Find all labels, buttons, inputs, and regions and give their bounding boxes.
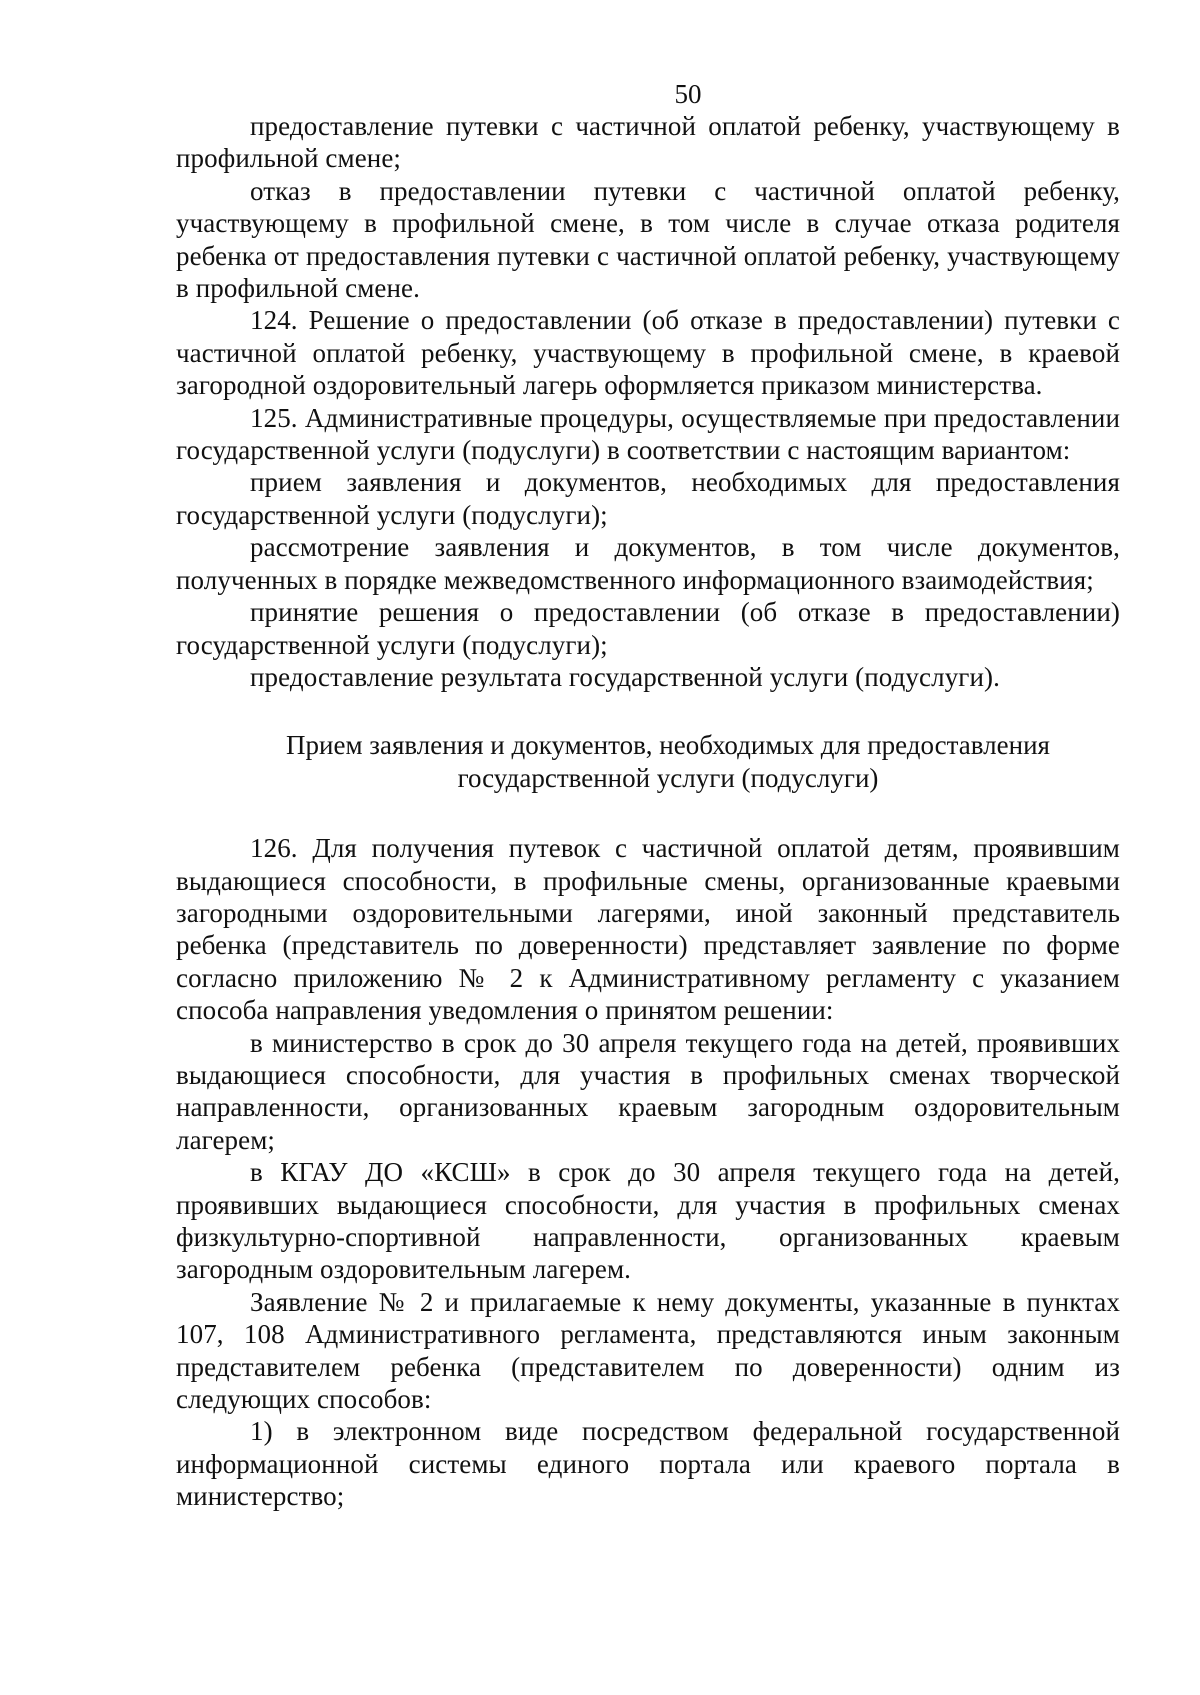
paragraph: 126. Для получения путевок с частичной оплатой детям, проявившим выдающиеся способности, в профильные смены, организованные краевыми загородными оздоровительными лагерями, иной законный представитель ребенка (представитель по доверенности) представляет заявление по форме согласно приложению № 2 к Административному регламенту с указанием способа направления уведомления о принятом решении: [176,833,1120,1026]
paragraph: Заявление № 2 и прилагаемые к нему документы, указанные в пунктах 107, 108 Административного регламента, представляются иным законным представителем ребенка (представителем по доверенности) одним из следующих способов: [176,1286,1120,1415]
paragraph: 1) в электронном виде посредством федеральной государственной информационной системы единого портала или краевого портала в министерство; [176,1416,1120,1512]
paragraph: в министерство в срок до 30 апреля текущего года на детей, проявивших выдающиеся способности, для участия в профильных сменах творческой направленности, организованных краевым загородным оздоровительным лагерем; [176,1027,1120,1155]
paragraph: предоставление результата государственной услуги (подуслуги). [250,661,1000,692]
paragraph: в КГАУ ДО «КСШ» в срок до 30 апреля текущего года на детей, проявивших выдающиеся способности, для участия в профильных сменах физкультурно-спортивной направленности, организованных краевым загородным оздоровительным лагерем. [176,1157,1120,1285]
page-number: 50 [674,79,702,109]
paragraph: предоставление путевки с частичной оплатой ребенку, участвующему в профильной смене; [176,111,1120,174]
paragraph: рассмотрение заявления и документов, в том числе документов, полученных в порядке межведомственного информационного взаимодействия; [176,532,1120,595]
section-heading-line: Прием заявления и документов, необходимых для предоставления [286,730,1050,761]
paragraph: принятие решения о предоставлении (об отказе в предоставлении) государственной услуги (подуслуги); [176,597,1120,660]
paragraph: 124. Решение о предоставлении (об отказе в предоставлении) путевки с частичной оплатой ребенку, участвующему в профильной смене, в краевой загородной оздоровительный лагерь оформляется приказом министерства. [176,305,1120,401]
paragraph: прием заявления и документов, необходимых для предоставления государственной услуги (подуслуги); [176,467,1120,530]
document-page [176,78,1120,1513]
section-heading [216,729,1120,794]
section-heading-line: государственной услуги (подуслуги) [457,762,879,793]
paragraph: отказ в предоставлении путевки с частичной оплатой ребенку, участвующему в профильной смене, в том числе в случае отказа родителя ребенка от предоставления путевки с частичной оплатой ребенку, участвующему в профильной смене. [176,175,1120,304]
paragraph: 125. Административные процедуры, осуществляемые при предоставлении государственной услуги (подуслуги) в соответствии с настоящим вариантом: [176,402,1120,466]
